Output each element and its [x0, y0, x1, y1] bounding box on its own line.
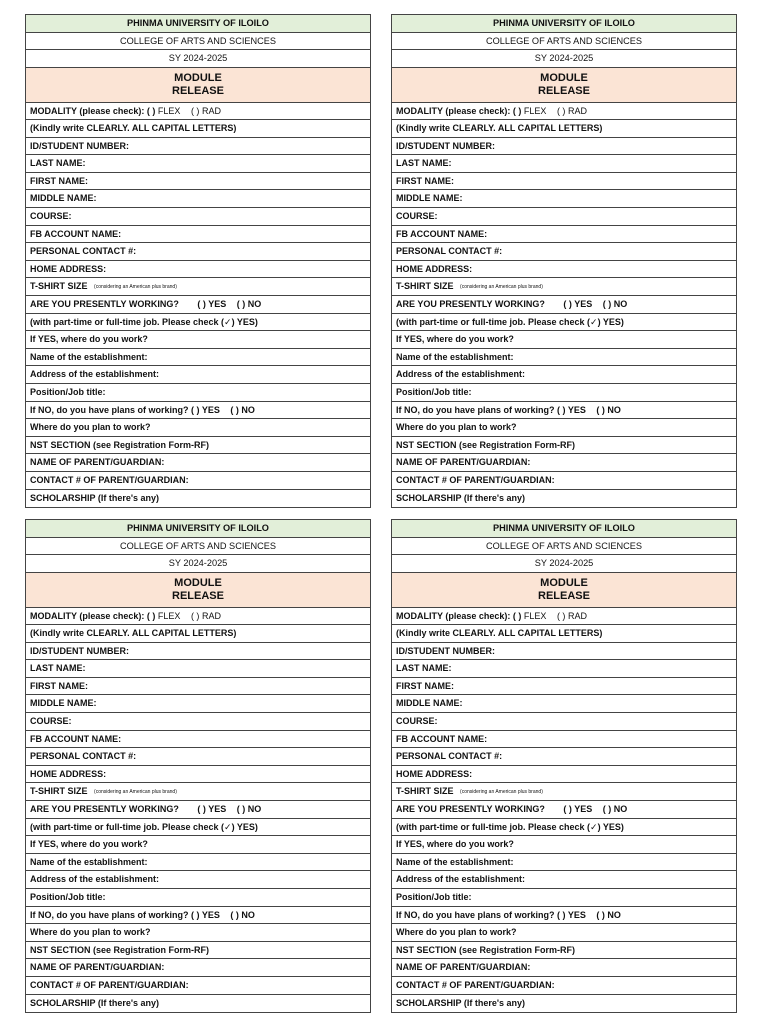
plan-where-field[interactable]: Where do you plan to work?	[392, 419, 736, 437]
home-address-field[interactable]: HOME ADDRESS:	[26, 766, 370, 784]
if-no-question: If NO, do you have plans of working?	[30, 909, 189, 920]
id-number-field[interactable]: ID/STUDENT NUMBER:	[26, 643, 370, 661]
home-address-field[interactable]: HOME ADDRESS:	[26, 261, 370, 279]
parent-name-field[interactable]: NAME OF PARENT/GUARDIAN:	[26, 454, 370, 472]
course-field[interactable]: COURSE:	[392, 713, 736, 731]
modality-flex-checkbox[interactable]: ( )	[512, 610, 522, 621]
modality-rad-label: RAD	[567, 105, 587, 116]
establishment-address-field[interactable]: Address of the establishment:	[26, 366, 370, 384]
tshirt-size-note: (considering an American plus brand)	[94, 789, 177, 796]
first-name-field[interactable]: FIRST NAME:	[392, 678, 736, 696]
first-name-field[interactable]: FIRST NAME:	[392, 173, 736, 191]
module-release-title	[26, 68, 370, 103]
if-no-question: If NO, do you have plans of working?	[30, 404, 189, 415]
personal-contact-field[interactable]: PERSONAL CONTACT #:	[26, 243, 370, 261]
tshirt-size-note: (considering an American plus brand)	[460, 284, 543, 291]
tshirt-size-note: (considering an American plus brand)	[460, 789, 543, 796]
instruction-row: (Kindly write CLEARLY. ALL CAPITAL LETTERS)	[392, 625, 736, 643]
if-no-row	[392, 907, 736, 925]
job-note-row: (with part-time or full-time job. Please check (✓) YES)	[26, 819, 370, 837]
modality-flex-label: FLEX	[157, 105, 181, 116]
job-note-row: (with part-time or full-time job. Please check (✓) YES)	[26, 314, 370, 332]
if-no-yes-checkbox[interactable]: ( ) YES	[191, 404, 220, 415]
personal-contact-field[interactable]: PERSONAL CONTACT #:	[392, 243, 736, 261]
modality-rad-checkbox[interactable]: ( )	[556, 105, 566, 116]
middle-name-field[interactable]: MIDDLE NAME:	[392, 695, 736, 713]
parent-contact-field[interactable]: CONTACT # OF PARENT/GUARDIAN:	[392, 472, 736, 490]
if-no-yes-checkbox[interactable]: ( ) YES	[557, 909, 586, 920]
establishment-name-field[interactable]: Name of the establishment:	[392, 854, 736, 872]
establishment-name-field[interactable]: Name of the establishment:	[26, 854, 370, 872]
working-question: ARE YOU PRESENTLY WORKING?	[30, 804, 179, 815]
working-question: ARE YOU PRESENTLY WORKING?	[396, 804, 545, 815]
modality-label: MODALITY (please check):	[396, 105, 511, 116]
module-title-line2: RELEASE	[172, 589, 224, 602]
university-name: PHINMA UNIVERSITY OF ILOILO	[392, 520, 736, 538]
university-name: PHINMA UNIVERSITY OF ILOILO	[26, 15, 370, 33]
scholarship-field[interactable]: SCHOLARSHIP (If there's any)	[396, 492, 525, 503]
working-yes-checkbox[interactable]: ( ) YES	[563, 804, 593, 815]
home-address-field[interactable]: HOME ADDRESS:	[392, 261, 736, 279]
module-title-line2: RELEASE	[538, 84, 590, 97]
plan-where-field[interactable]: Where do you plan to work?	[392, 924, 736, 942]
fb-account-field[interactable]: FB ACCOUNT NAME:	[26, 731, 370, 749]
form-card-bottom-right	[391, 519, 737, 1013]
modality-label: MODALITY (please check):	[30, 610, 145, 621]
module-title-line2: RELEASE	[538, 589, 590, 602]
college-name: COLLEGE OF ARTS AND SCIENCES	[392, 538, 736, 556]
if-no-question: If NO, do you have plans of working?	[396, 404, 555, 415]
modality-flex-label: FLEX	[523, 610, 547, 621]
if-no-no-checkbox[interactable]: ( ) NO	[230, 909, 255, 920]
university-name: PHINMA UNIVERSITY OF ILOILO	[392, 15, 736, 33]
position-field[interactable]: Position/Job title:	[26, 384, 370, 402]
school-year: SY 2024-2025	[26, 555, 370, 573]
working-row	[392, 296, 736, 314]
module-title-line2: RELEASE	[172, 84, 224, 97]
job-note-row: (with part-time or full-time job. Please check (✓) YES)	[392, 819, 736, 837]
module-title-line1: MODULE	[540, 577, 588, 589]
if-no-row	[26, 402, 370, 420]
modality-row	[392, 103, 736, 121]
working-yes-checkbox[interactable]: ( ) YES	[197, 299, 227, 310]
working-no-checkbox[interactable]: ( ) NO	[602, 804, 628, 815]
if-no-no-checkbox[interactable]: ( ) NO	[230, 404, 255, 415]
working-row	[26, 296, 370, 314]
if-no-no-checkbox[interactable]: ( ) NO	[596, 404, 621, 415]
middle-name-field[interactable]: MIDDLE NAME:	[26, 190, 370, 208]
modality-flex-checkbox[interactable]: ( )	[512, 105, 522, 116]
establishment-address-field[interactable]: Address of the establishment:	[392, 366, 736, 384]
school-year: SY 2024-2025	[392, 555, 736, 573]
college-name: COLLEGE OF ARTS AND SCIENCES	[26, 33, 370, 51]
nst-section-field[interactable]: NST SECTION (see Registration Form-RF)	[392, 942, 736, 960]
tshirt-size-field[interactable]	[392, 278, 736, 296]
last-name-field[interactable]: LAST NAME:	[26, 155, 370, 173]
modality-label: MODALITY (please check):	[396, 610, 511, 621]
form-card-top-left	[25, 14, 371, 508]
tshirt-size-label: T-SHIRT SIZE	[396, 786, 454, 797]
parent-name-field[interactable]: NAME OF PARENT/GUARDIAN:	[26, 959, 370, 977]
modality-row	[392, 608, 736, 626]
if-yes-row: If YES, where do you work?	[392, 836, 736, 854]
module-release-title	[26, 573, 370, 608]
course-field[interactable]: COURSE:	[26, 208, 370, 226]
parent-contact-field[interactable]: CONTACT # OF PARENT/GUARDIAN:	[392, 977, 736, 995]
course-field[interactable]: COURSE:	[26, 713, 370, 731]
form-card-top-right	[391, 14, 737, 508]
working-no-checkbox[interactable]: ( ) NO	[602, 299, 628, 310]
fb-account-field[interactable]: FB ACCOUNT NAME:	[392, 226, 736, 244]
position-field[interactable]: Position/Job title:	[392, 384, 736, 402]
modality-row	[26, 103, 370, 121]
module-release-title	[392, 573, 736, 608]
modality-rad-checkbox[interactable]: ( )	[190, 610, 200, 621]
college-name: COLLEGE OF ARTS AND SCIENCES	[26, 538, 370, 556]
tshirt-size-label: T-SHIRT SIZE	[30, 786, 88, 797]
position-field[interactable]: Position/Job title:	[392, 889, 736, 907]
instruction-row: (Kindly write CLEARLY. ALL CAPITAL LETTERS)	[392, 120, 736, 138]
module-release-title	[392, 68, 736, 103]
if-no-question: If NO, do you have plans of working?	[396, 909, 555, 920]
instruction-row: (Kindly write CLEARLY. ALL CAPITAL LETTERS)	[26, 625, 370, 643]
tshirt-size-label: T-SHIRT SIZE	[30, 281, 88, 292]
form-card-bottom-left	[25, 519, 371, 1013]
job-note-row: (with part-time or full-time job. Please check (✓) YES)	[392, 314, 736, 332]
scholarship-field[interactable]: SCHOLARSHIP (If there's any)	[30, 997, 159, 1008]
nst-section-field[interactable]: NST SECTION (see Registration Form-RF)	[26, 942, 370, 960]
college-name: COLLEGE OF ARTS AND SCIENCES	[392, 33, 736, 51]
modality-row	[26, 608, 370, 626]
working-no-checkbox[interactable]: ( ) NO	[236, 804, 262, 815]
scholarship-field[interactable]: SCHOLARSHIP (If there's any)	[30, 492, 159, 503]
id-number-field[interactable]: ID/STUDENT NUMBER:	[392, 138, 736, 156]
if-no-yes-checkbox[interactable]: ( ) YES	[191, 909, 220, 920]
working-question: ARE YOU PRESENTLY WORKING?	[30, 299, 179, 310]
parent-contact-field[interactable]: CONTACT # OF PARENT/GUARDIAN:	[26, 977, 370, 995]
instruction-row: (Kindly write CLEARLY. ALL CAPITAL LETTERS)	[26, 120, 370, 138]
working-row	[26, 801, 370, 819]
nst-section-field[interactable]: NST SECTION (see Registration Form-RF)	[26, 437, 370, 455]
id-number-field[interactable]: ID/STUDENT NUMBER:	[392, 643, 736, 661]
parent-name-field[interactable]: NAME OF PARENT/GUARDIAN:	[392, 959, 736, 977]
middle-name-field[interactable]: MIDDLE NAME:	[26, 695, 370, 713]
school-year: SY 2024-2025	[392, 50, 736, 68]
module-title-line1: MODULE	[540, 72, 588, 84]
if-no-row	[26, 907, 370, 925]
middle-name-field[interactable]: MIDDLE NAME:	[392, 190, 736, 208]
course-field[interactable]: COURSE:	[392, 208, 736, 226]
establishment-address-field[interactable]: Address of the establishment:	[392, 871, 736, 889]
modality-flex-label: FLEX	[523, 105, 547, 116]
plan-where-field[interactable]: Where do you plan to work?	[26, 924, 370, 942]
personal-contact-field[interactable]: PERSONAL CONTACT #:	[392, 748, 736, 766]
working-question: ARE YOU PRESENTLY WORKING?	[396, 299, 545, 310]
if-no-row	[392, 402, 736, 420]
if-yes-row: If YES, where do you work?	[392, 331, 736, 349]
fb-account-field[interactable]: FB ACCOUNT NAME:	[26, 226, 370, 244]
last-name-field[interactable]: LAST NAME:	[26, 660, 370, 678]
nst-section-field[interactable]: NST SECTION (see Registration Form-RF)	[392, 437, 736, 455]
working-yes-checkbox[interactable]: ( ) YES	[563, 299, 593, 310]
last-name-field[interactable]: LAST NAME:	[392, 660, 736, 678]
modality-rad-label: RAD	[567, 610, 587, 621]
working-yes-checkbox[interactable]: ( ) YES	[197, 804, 227, 815]
working-row	[392, 801, 736, 819]
last-name-field[interactable]: LAST NAME:	[392, 155, 736, 173]
module-title-line1: MODULE	[174, 577, 222, 589]
if-no-no-checkbox[interactable]: ( ) NO	[596, 909, 621, 920]
tshirt-size-label: T-SHIRT SIZE	[396, 281, 454, 292]
fb-account-field[interactable]: FB ACCOUNT NAME:	[392, 731, 736, 749]
modality-flex-label: FLEX	[157, 610, 181, 621]
university-name: PHINMA UNIVERSITY OF ILOILO	[26, 520, 370, 538]
if-yes-row: If YES, where do you work?	[26, 836, 370, 854]
modality-label: MODALITY (please check):	[30, 105, 145, 116]
modality-flex-checkbox[interactable]: ( )	[146, 105, 156, 116]
id-number-field[interactable]: ID/STUDENT NUMBER:	[26, 138, 370, 156]
establishment-name-field[interactable]: Name of the establishment:	[26, 349, 370, 367]
modality-rad-checkbox[interactable]: ( )	[190, 105, 200, 116]
parent-contact-field[interactable]: CONTACT # OF PARENT/GUARDIAN:	[26, 472, 370, 490]
first-name-field[interactable]: FIRST NAME:	[26, 173, 370, 191]
first-name-field[interactable]: FIRST NAME:	[26, 678, 370, 696]
if-yes-row: If YES, where do you work?	[26, 331, 370, 349]
tshirt-size-field[interactable]	[26, 783, 370, 801]
modality-rad-label: RAD	[201, 610, 221, 621]
establishment-address-field[interactable]: Address of the establishment:	[26, 871, 370, 889]
home-address-field[interactable]: HOME ADDRESS:	[392, 766, 736, 784]
modality-flex-checkbox[interactable]: ( )	[146, 610, 156, 621]
scholarship-field[interactable]: SCHOLARSHIP (If there's any)	[396, 997, 525, 1008]
tshirt-size-field[interactable]	[392, 783, 736, 801]
tshirt-size-field[interactable]	[26, 278, 370, 296]
modality-rad-checkbox[interactable]: ( )	[556, 610, 566, 621]
modality-rad-label: RAD	[201, 105, 221, 116]
tshirt-size-note: (considering an American plus brand)	[94, 284, 177, 291]
plan-where-field[interactable]: Where do you plan to work?	[26, 419, 370, 437]
position-field[interactable]: Position/Job title:	[26, 889, 370, 907]
module-title-line1: MODULE	[174, 72, 222, 84]
personal-contact-field[interactable]: PERSONAL CONTACT #:	[26, 748, 370, 766]
parent-name-field[interactable]: NAME OF PARENT/GUARDIAN:	[392, 454, 736, 472]
establishment-name-field[interactable]: Name of the establishment:	[392, 349, 736, 367]
school-year: SY 2024-2025	[26, 50, 370, 68]
working-no-checkbox[interactable]: ( ) NO	[236, 299, 262, 310]
if-no-yes-checkbox[interactable]: ( ) YES	[557, 404, 586, 415]
